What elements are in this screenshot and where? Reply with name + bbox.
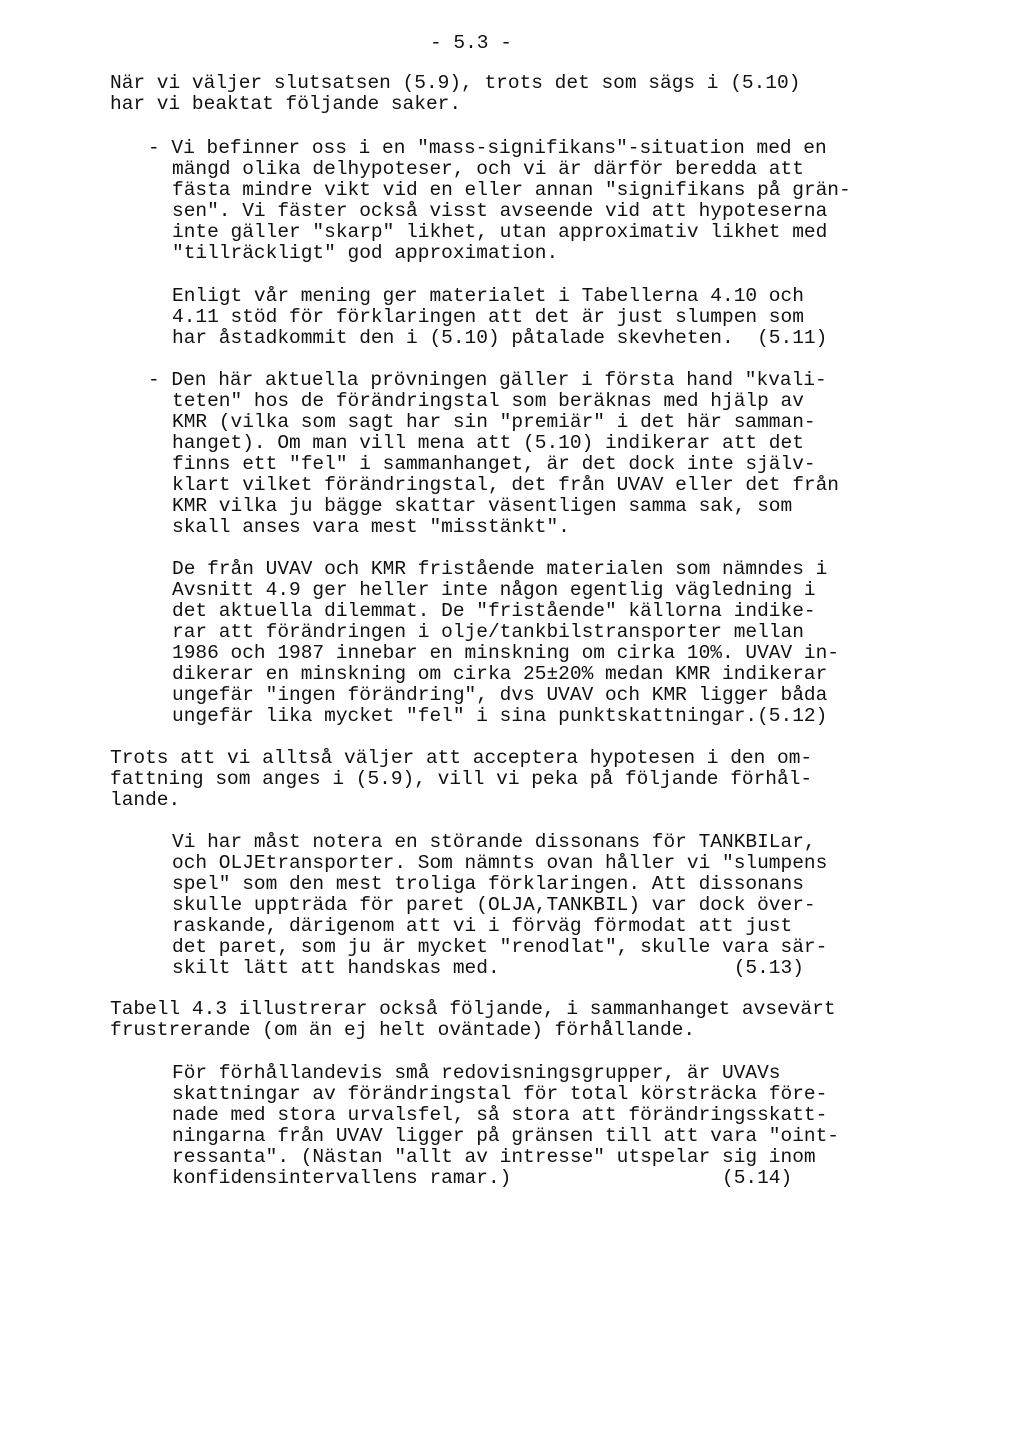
text-line: sen". Vi fäster också visst avseende vid att hypoteserna	[172, 200, 828, 222]
text-line: inte gäller "skarp" likhet, utan approximativ likhet med	[172, 221, 828, 243]
text-line: fattning som anges i (5.9), vill vi peka på följande förhål-	[110, 768, 813, 790]
text-line: 4.11 stöd för förklaringen att det är just slumpen som	[172, 306, 804, 328]
text-line: 1986 och 1987 innebar en minskning om cirka 10%. UVAV in-	[172, 642, 840, 664]
text-line: KMR (vilka som sagt har sin "premiär" i det här samman-	[172, 411, 816, 433]
text-line: dikerar en minskning om cirka 25±20% medan KMR indikerar	[172, 663, 828, 685]
text-line: Avsnitt 4.9 ger heller inte någon egentlig vägledning i	[172, 579, 816, 601]
text-line: - Vi befinner oss i en "mass-signifikans"-situation med en	[148, 137, 827, 159]
text-line: skilt lätt att handskas med. (5.13)	[172, 957, 804, 979]
text-line: det paret, som ju är mycket "renodlat", skulle vara sär-	[172, 936, 828, 958]
text-line: - Den här aktuella prövningen gäller i första hand "kvali-	[148, 369, 827, 391]
text-line: konfidensintervallens ramar.) (5.14)	[172, 1167, 793, 1189]
text-line: skall anses vara mest "misstänkt".	[172, 516, 570, 538]
text-line: teten" hos de förändringstal som beräknas med hjälp av	[172, 390, 804, 412]
text-line: det aktuella dilemmat. De "fristående" källorna indike-	[172, 600, 816, 622]
text-line: För förhållandevis små redovisningsgrupper, är UVAVs	[172, 1062, 781, 1084]
text-line: KMR vilka ju bägge skattar väsentligen samma sak, som	[172, 495, 793, 517]
text-line: lande.	[110, 789, 181, 811]
text-line: nade med stora urvalsfel, så stora att förändringsskatt-	[172, 1104, 828, 1126]
text-line: De från UVAV och KMR fristående materialen som nämndes i	[172, 558, 828, 580]
text-line: Vi har måst notera en störande dissonans för TANKBILar,	[172, 831, 816, 853]
text-line: raskande, därigenom att vi i förväg förmodat att just	[172, 915, 793, 937]
text-line: skulle uppträda för paret (OLJA,TANKBIL) var dock över-	[172, 894, 816, 916]
text-line: rar att förändringen i olje/tankbilstransporter mellan	[172, 621, 804, 643]
text-line: När vi väljer slutsatsen (5.9), trots det som sägs i (5.10)	[110, 72, 801, 94]
text-line: ungefär lika mycket "fel" i sina punktskattningar.(5.12)	[172, 705, 828, 727]
text-line: har åstadkommit den i (5.10) påtalade skevheten. (5.11)	[172, 327, 828, 349]
text-line: fästa mindre vikt vid en eller annan "signifikans på grän-	[172, 179, 851, 201]
text-line: "tillräckligt" god approximation.	[172, 242, 559, 264]
page-number: - 5.3 -	[430, 32, 512, 54]
text-line: spel" som den mest troliga förklaringen. Att dissonans	[172, 873, 804, 895]
text-line: frustrerande (om än ej helt oväntade) förhållande.	[110, 1019, 696, 1041]
text-line: Trots att vi alltså väljer att acceptera hypotesen i den om-	[110, 747, 813, 769]
text-line: klart vilket förändringstal, det från UVAV eller det från	[172, 474, 840, 496]
text-line: mängd olika delhypoteser, och vi är därför beredda att	[172, 158, 804, 180]
text-line: har vi beaktat följande saker.	[110, 93, 462, 115]
text-line: ressanta". (Nästan "allt av intresse" utspelar sig inom	[172, 1146, 816, 1168]
text-line: Enligt vår mening ger materialet i Tabellerna 4.10 och	[172, 285, 804, 307]
text-line: Tabell 4.3 illustrerar också följande, i sammanhanget avsevärt	[110, 998, 836, 1020]
text-line: ningarna från UVAV ligger på gränsen till att vara "oint-	[172, 1125, 840, 1147]
text-line: och OLJEtransporter. Som nämnts ovan håller vi "slumpens	[172, 852, 828, 874]
text-line: skattningar av förändringstal för total körsträcka före-	[172, 1083, 828, 1105]
text-line: ungefär "ingen förändring", dvs UVAV och KMR ligger båda	[172, 684, 828, 706]
text-line: hanget). Om man vill mena att (5.10) indikerar att det	[172, 432, 804, 454]
text-line: finns ett "fel" i sammanhanget, är det dock inte själv-	[172, 453, 816, 475]
